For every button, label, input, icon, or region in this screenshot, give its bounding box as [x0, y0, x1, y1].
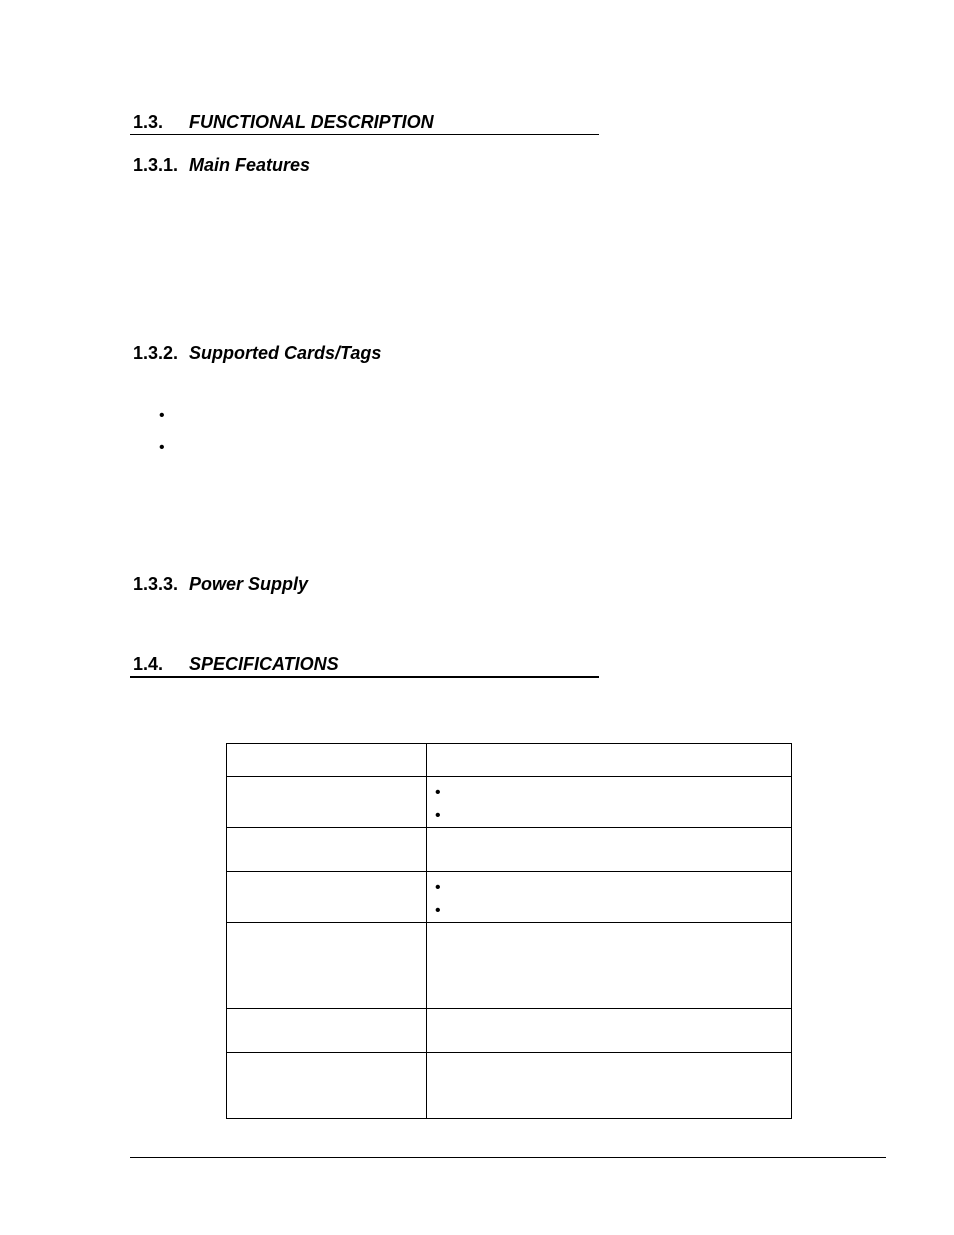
table-cell [227, 828, 427, 872]
table-row [227, 828, 792, 872]
subsection-number: 1.3.2. [133, 343, 179, 363]
section-number: 1.4. [133, 654, 164, 674]
table-row [227, 777, 792, 828]
subsection-title: Power Supply [189, 574, 309, 594]
subsection-title: Supported Cards/Tags [189, 343, 382, 363]
list-bullet: • [435, 879, 441, 896]
table-row [227, 923, 792, 1009]
list-bullet: • [435, 807, 441, 824]
subsection-heading-main-features [133, 154, 311, 176]
specifications-table [226, 743, 792, 1119]
subsection-number: 1.3.1. [133, 155, 179, 175]
list-bullet: • [159, 407, 165, 424]
table-cell [427, 777, 792, 828]
list-bullet: • [435, 784, 441, 801]
table-row [227, 872, 792, 923]
table-cell [227, 744, 427, 777]
subsection-number: 1.3.3. [133, 574, 179, 594]
subsection-title: Main Features [189, 155, 311, 175]
table-row [227, 744, 792, 777]
table-row [227, 1053, 792, 1119]
section-underline [130, 676, 599, 678]
section-underline [130, 134, 599, 135]
table-cell [427, 1053, 792, 1119]
list-bullet: • [435, 902, 441, 919]
table-cell [227, 872, 427, 923]
section-number: 1.3. [133, 112, 164, 132]
section-title: SPECIFICATIONS [189, 654, 339, 674]
section-heading-specifications [133, 653, 339, 675]
table-cell [227, 923, 427, 1009]
list-bullet: • [159, 439, 165, 456]
subsection-heading-power-supply [133, 573, 309, 595]
table-cell [227, 1053, 427, 1119]
section-heading-functional-description [133, 111, 434, 133]
table-cell [427, 1009, 792, 1053]
table-cell [227, 1009, 427, 1053]
subsection-heading-supported-cards [133, 342, 382, 364]
table-cell [427, 744, 792, 777]
footer-rule [130, 1157, 886, 1158]
table-cell [427, 872, 792, 923]
table-cell [227, 777, 427, 828]
table-row [227, 1009, 792, 1053]
section-title: FUNCTIONAL DESCRIPTION [189, 112, 434, 132]
table-cell [427, 923, 792, 1009]
table-cell [427, 828, 792, 872]
